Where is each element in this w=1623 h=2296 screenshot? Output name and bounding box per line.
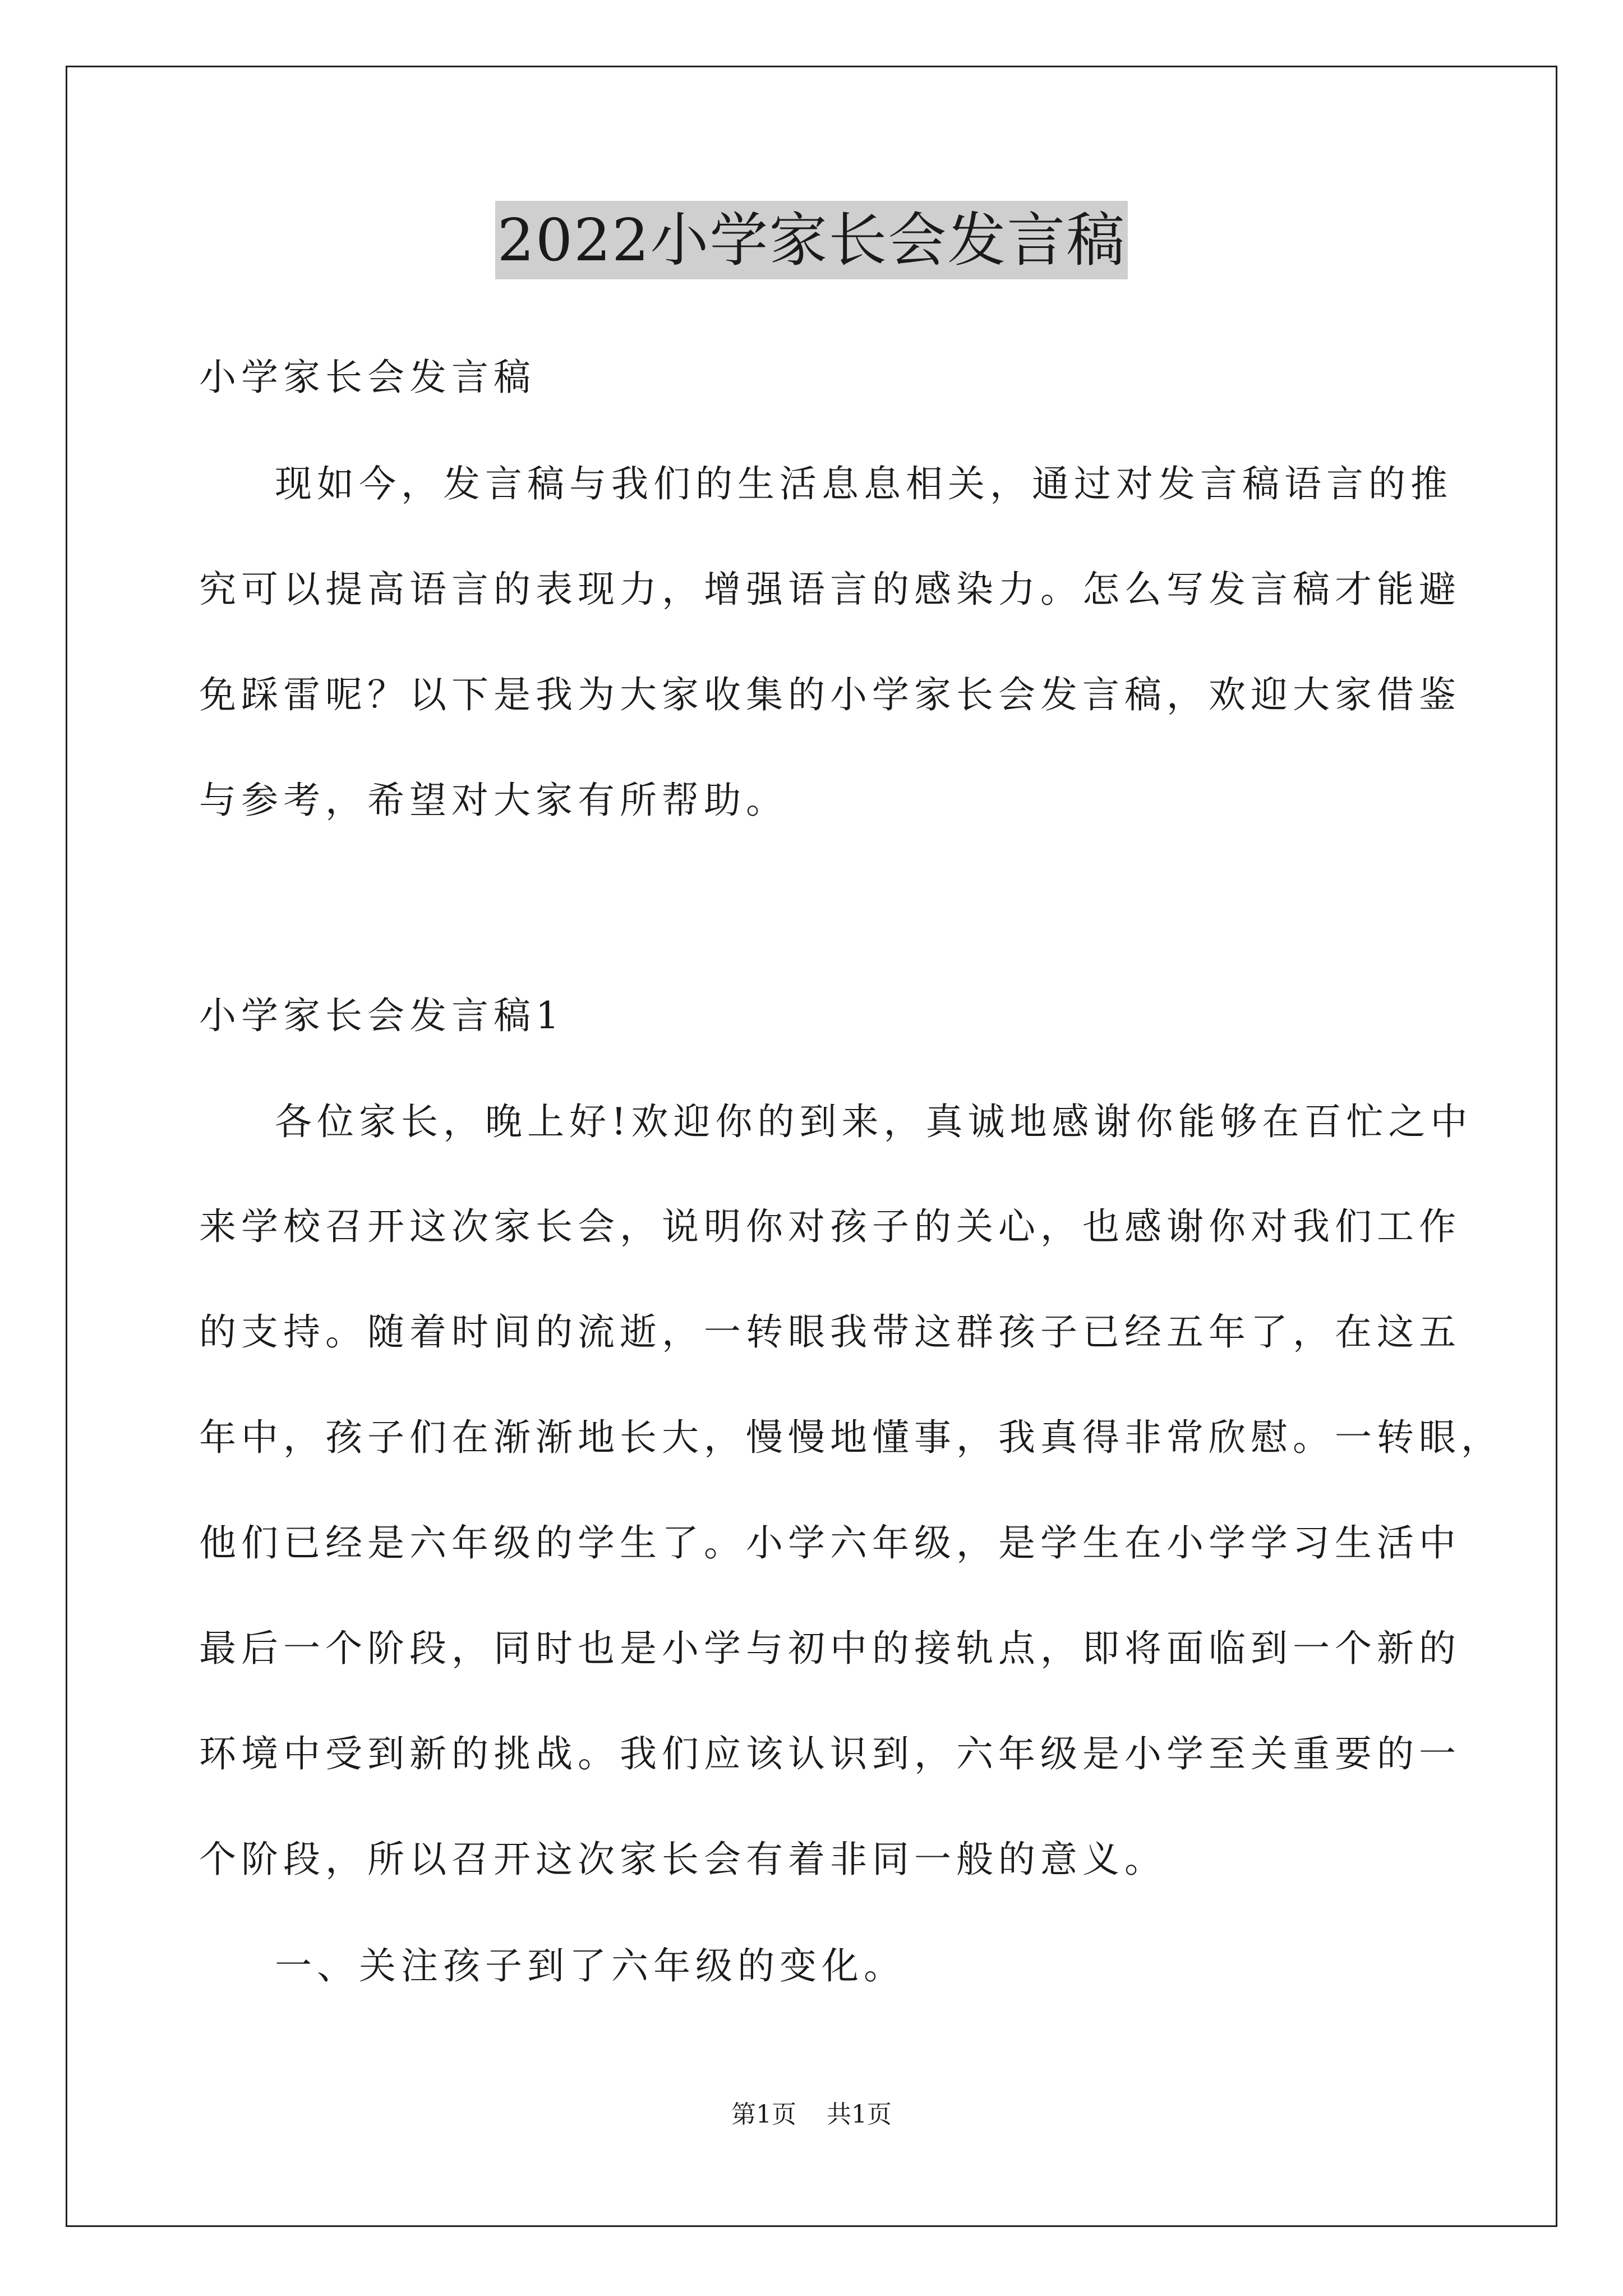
section-heading: 小学家长会发言稿1: [199, 994, 564, 1037]
page-footer: [0, 2098, 1623, 2132]
page-total: 共1页: [827, 2100, 892, 2129]
intro-heading: 小学家长会发言稿: [199, 356, 536, 399]
section-line-2: 来学校召开这次家长会，说明你对孩子的关心，也感谢你对我们工作: [199, 1205, 1461, 1248]
intro-line-4: 与参考，希望对大家有所帮助。: [199, 779, 788, 822]
section-line-7: 环境中受到新的挑战。我们应该认识到，六年级是小学至关重要的一: [199, 1732, 1461, 1775]
intro-line-2: 究可以提高语言的表现力，增强语言的感染力。怎么写发言稿才能避: [199, 568, 1461, 611]
intro-line-1: 现如今，发言稿与我们的生活息息相关，通过对发言稿语言的推: [275, 462, 1453, 505]
intro-line-3: 免踩雷呢？以下是我为大家收集的小学家长会发言稿，欢迎大家借鉴: [199, 673, 1461, 716]
section-line-4: 年中，孩子们在渐渐地长大，慢慢地懂事，我真得非常欣慰。一转眼，: [199, 1416, 1503, 1459]
document-title: 2022小学家长会发言稿: [495, 201, 1128, 279]
section-line-1: 各位家长，晚上好!欢迎你的到来，真诚地感谢你能够在百忙之中: [275, 1100, 1473, 1143]
section-line-5: 他们已经是六年级的学生了。小学六年级，是学生在小学学习生活中: [199, 1521, 1461, 1565]
section-line-8: 个阶段，所以召开这次家长会有着非同一般的意义。: [199, 1838, 1166, 1881]
point-one: 一、关注孩子到了六年级的变化。: [275, 1944, 906, 1987]
title-container: [0, 201, 1623, 279]
section-line-3: 的支持。随着时间的流逝，一转眼我带这群孩子已经五年了，在这五: [199, 1310, 1461, 1354]
page-number: 第1页: [731, 2100, 796, 2129]
section-line-6: 最后一个阶段，同时也是小学与初中的接轨点，即将面临到一个新的: [199, 1627, 1461, 1670]
